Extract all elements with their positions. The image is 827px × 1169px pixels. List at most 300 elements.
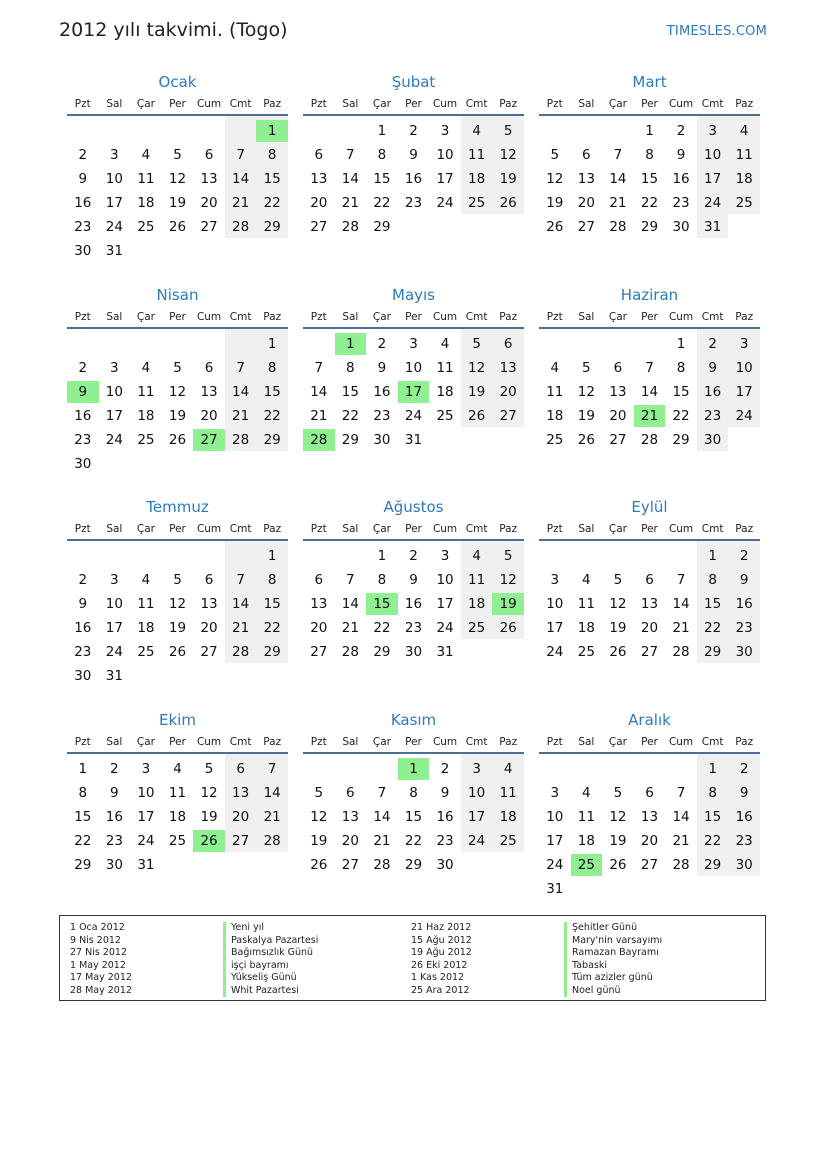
weekday-header: Paz xyxy=(499,311,518,323)
month-name: Temmuz xyxy=(146,498,209,516)
day-cell: 3 xyxy=(472,761,481,777)
weekday-header: Cmt xyxy=(229,311,252,323)
day-cell: 16 xyxy=(704,384,722,400)
weekday-header: Cum xyxy=(196,98,222,110)
day-cell: 19 xyxy=(499,171,517,187)
holiday-legend xyxy=(59,915,766,1001)
month-name: Şubat xyxy=(391,73,436,91)
day-cell: 27 xyxy=(310,644,328,660)
day-cell: 2 xyxy=(409,548,418,564)
day-cell: 15 xyxy=(404,809,423,825)
day-cell: 12 xyxy=(200,785,218,801)
legend-holiday-name: Yeni yıl xyxy=(231,922,264,933)
day-cell: 18 xyxy=(137,408,155,424)
day-cell: 29 xyxy=(263,219,281,235)
day-cell: 22 xyxy=(263,195,281,211)
day-cell: 22 xyxy=(404,833,423,849)
day-cell: 22 xyxy=(263,620,281,636)
day-cell: 26 xyxy=(310,857,328,873)
day-cell: 15 xyxy=(263,596,281,612)
day-cell: 10 xyxy=(436,147,454,163)
day-cell: 24 xyxy=(546,857,564,873)
day-cell: 10 xyxy=(105,171,123,187)
weekday-header: Pzt xyxy=(546,98,563,110)
legend-right-dates xyxy=(411,922,472,997)
day-cell: 2 xyxy=(739,761,749,777)
day-cell: 20 xyxy=(232,809,250,825)
weekday-header: Cmt xyxy=(229,523,252,535)
holiday-day-cell: 15 xyxy=(366,593,398,615)
day-cell: 20 xyxy=(577,195,595,211)
day-cell: 6 xyxy=(204,572,214,588)
day-cell: 7 xyxy=(236,360,245,376)
day-cell: 31 xyxy=(105,243,123,259)
day-cell: 19 xyxy=(577,408,595,424)
day-cell: 30 xyxy=(672,219,690,235)
legend-holiday-name: Bağımsızlık Günü xyxy=(231,947,314,958)
weekday-header: Çar xyxy=(608,523,627,535)
day-cell: 14 xyxy=(640,384,659,400)
day-cell: 24 xyxy=(436,620,454,636)
day-cell: 26 xyxy=(168,644,187,660)
weekday-header: Cum xyxy=(668,523,694,535)
day-cell: 28 xyxy=(232,219,250,235)
day-cell: 16 xyxy=(105,809,123,825)
holiday-day-cell: 1 xyxy=(335,333,367,355)
day-cell: 8 xyxy=(267,572,277,588)
header-rule xyxy=(539,539,760,541)
day-cell: 18 xyxy=(577,620,595,636)
day-cell: 10 xyxy=(735,360,753,376)
day-cell: 16 xyxy=(404,596,423,612)
day-cell: 27 xyxy=(232,833,250,849)
header-rule xyxy=(303,114,524,116)
day-cell: 10 xyxy=(137,785,155,801)
day-cell: 9 xyxy=(110,785,119,801)
weekday-header: Per xyxy=(169,98,186,110)
day-cell: 11 xyxy=(168,785,187,801)
site-link[interactable]: TIMESLES.COM xyxy=(666,24,767,39)
day-cell: 7 xyxy=(377,785,387,801)
weekday-header: Çar xyxy=(608,736,627,748)
weekday-header: Pzt xyxy=(74,523,91,535)
weekday-header: Sal xyxy=(578,98,595,110)
day-cell: 17 xyxy=(105,408,123,424)
day-cell: 14 xyxy=(232,384,250,400)
holiday-day-cell: 9 xyxy=(67,381,99,403)
day-cell: 2 xyxy=(440,761,450,777)
weekday-header: Cum xyxy=(668,98,694,110)
weekday-header: Sal xyxy=(578,523,595,535)
weekday-header: Cmt xyxy=(465,736,488,748)
day-cell: 5 xyxy=(550,147,560,163)
day-cell: 23 xyxy=(735,620,753,636)
weekday-header: Per xyxy=(641,736,658,748)
day-cell: 6 xyxy=(645,572,654,588)
weekday-header: Çar xyxy=(136,311,155,323)
day-cell: 8 xyxy=(377,147,387,163)
weekday-header: Sal xyxy=(106,98,123,110)
day-cell: 5 xyxy=(503,123,513,139)
month-name: Aralık xyxy=(628,711,671,729)
day-cell: 14 xyxy=(232,171,250,187)
day-cell: 27 xyxy=(640,857,659,873)
header-rule xyxy=(67,752,288,754)
day-cell: 12 xyxy=(499,572,517,588)
day-cell: 21 xyxy=(232,620,250,636)
day-cell: 31 xyxy=(436,644,454,660)
weekday-header: Pzt xyxy=(310,736,327,748)
day-cell: 28 xyxy=(232,644,250,660)
day-cell: 11 xyxy=(577,596,595,612)
month-name: Mayıs xyxy=(392,286,435,304)
header-rule xyxy=(67,114,288,116)
day-cell: 30 xyxy=(373,432,391,448)
day-cell: 15 xyxy=(672,384,690,400)
weekday-header: Per xyxy=(641,98,658,110)
day-cell: 18 xyxy=(468,596,486,612)
day-cell: 14 xyxy=(232,596,250,612)
day-cell: 16 xyxy=(735,809,753,825)
day-cell: 8 xyxy=(409,785,418,801)
day-cell: 21 xyxy=(672,833,690,849)
weekday-header: Cum xyxy=(668,736,694,748)
weekday-header: Pzt xyxy=(310,98,327,110)
day-cell: 15 xyxy=(74,809,92,825)
month-name: Kasım xyxy=(390,711,437,729)
legend-right-names xyxy=(564,922,662,997)
day-cell: 11 xyxy=(137,384,155,400)
holiday-day-cell: 17 xyxy=(398,381,430,403)
day-cell: 8 xyxy=(267,360,277,376)
day-cell: 2 xyxy=(409,123,418,139)
weekday-header: Sal xyxy=(578,311,595,323)
weekday-header: Çar xyxy=(136,736,155,748)
weekday-header: Paz xyxy=(263,736,282,748)
legend-date: 9 Nis 2012 xyxy=(70,934,121,946)
weekday-header: Cmt xyxy=(701,736,724,748)
weekday-header: Paz xyxy=(499,98,518,110)
holiday-day-cell: 25 xyxy=(571,854,603,876)
day-cell: 29 xyxy=(404,857,423,873)
weekday-header: Per xyxy=(641,311,658,323)
weekday-header: Cum xyxy=(196,523,222,535)
legend-holiday-name: Şehitler Günü xyxy=(572,922,638,933)
month-name: Ekim xyxy=(159,711,196,729)
holiday-day-cell: 21 xyxy=(634,405,666,427)
weekday-header: Per xyxy=(169,523,186,535)
day-cell: 26 xyxy=(609,857,627,873)
day-cell: 16 xyxy=(74,408,92,424)
day-cell: 25 xyxy=(468,620,486,636)
day-cell: 19 xyxy=(310,833,328,849)
day-cell: 31 xyxy=(546,881,564,897)
weekday-header: Cum xyxy=(668,311,694,323)
day-cell: 2 xyxy=(110,761,119,777)
day-cell: 2 xyxy=(78,147,88,163)
legend-date: 1 Kas 2012 xyxy=(411,972,465,983)
day-cell: 26 xyxy=(499,195,517,211)
day-cell: 8 xyxy=(708,785,717,801)
day-cell: 17 xyxy=(105,620,123,636)
day-cell: 24 xyxy=(546,644,564,660)
day-cell: 4 xyxy=(582,572,591,588)
day-cell: 20 xyxy=(200,195,218,211)
day-cell: 24 xyxy=(436,195,454,211)
legend-date: 26 Eki 2012 xyxy=(411,959,468,971)
day-cell: 9 xyxy=(78,596,88,612)
day-cell: 3 xyxy=(409,336,418,352)
day-cell: 3 xyxy=(141,761,151,777)
day-cell: 20 xyxy=(640,620,659,636)
day-cell: 10 xyxy=(436,572,454,588)
day-cell: 30 xyxy=(74,243,92,259)
day-cell: 30 xyxy=(704,432,722,448)
day-cell: 24 xyxy=(704,195,722,211)
day-cell: 4 xyxy=(550,360,560,376)
weekday-header: Cmt xyxy=(229,98,252,110)
weekday-header: Pzt xyxy=(74,98,91,110)
day-cell: 29 xyxy=(640,219,659,235)
day-cell: 6 xyxy=(204,147,214,163)
day-cell: 29 xyxy=(704,857,722,873)
legend-holiday-name: Noel günü xyxy=(572,984,621,996)
day-cell: 24 xyxy=(404,408,423,424)
day-cell: 12 xyxy=(609,596,627,612)
day-cell: 10 xyxy=(546,596,564,612)
day-cell: 21 xyxy=(373,833,391,849)
day-cell: 20 xyxy=(310,195,328,211)
day-cell: 20 xyxy=(310,620,328,636)
day-cell: 25 xyxy=(499,833,517,849)
day-cell: 19 xyxy=(168,408,187,424)
day-cell: 3 xyxy=(110,147,119,163)
day-cell: 29 xyxy=(263,644,281,660)
legend-left-names xyxy=(223,922,318,997)
day-cell: 13 xyxy=(310,171,328,187)
day-cell: 8 xyxy=(377,572,387,588)
day-cell: 26 xyxy=(168,219,187,235)
day-cell: 31 xyxy=(704,219,722,235)
weekday-header: Paz xyxy=(263,311,282,323)
day-cell: 3 xyxy=(110,360,119,376)
day-cell: 21 xyxy=(341,195,359,211)
day-cell: 10 xyxy=(105,384,123,400)
day-cell: 14 xyxy=(263,785,281,801)
weekday-header: Paz xyxy=(735,736,754,748)
day-cell: 18 xyxy=(499,809,517,825)
day-cell: 21 xyxy=(232,408,250,424)
day-cell: 4 xyxy=(503,761,513,777)
day-cell: 1 xyxy=(377,123,387,139)
day-cell: 9 xyxy=(440,785,450,801)
day-cell: 13 xyxy=(310,596,328,612)
day-cell: 5 xyxy=(173,147,182,163)
day-cell: 17 xyxy=(137,809,155,825)
header-rule xyxy=(539,327,760,329)
day-cell: 16 xyxy=(735,596,753,612)
day-cell: 18 xyxy=(468,171,486,187)
day-cell: 16 xyxy=(74,620,92,636)
day-cell: 6 xyxy=(645,785,654,801)
day-cell: 14 xyxy=(672,809,690,825)
day-cell: 14 xyxy=(609,171,627,187)
day-cell: 10 xyxy=(546,809,564,825)
day-cell: 4 xyxy=(739,123,749,139)
day-cell: 3 xyxy=(440,548,450,564)
day-cell: 14 xyxy=(672,596,690,612)
weekday-header: Pzt xyxy=(546,523,563,535)
day-cell: 31 xyxy=(404,432,423,448)
day-cell: 24 xyxy=(735,408,753,424)
day-cell: 22 xyxy=(263,408,281,424)
day-cell: 13 xyxy=(200,171,218,187)
day-cell: 23 xyxy=(373,408,391,424)
legend-date: 1 May 2012 xyxy=(70,959,126,971)
day-cell: 5 xyxy=(613,785,623,801)
day-cell: 18 xyxy=(436,384,454,400)
legend-left-dates xyxy=(70,922,132,997)
day-cell: 5 xyxy=(582,360,591,376)
day-cell: 26 xyxy=(546,219,564,235)
day-cell: 12 xyxy=(546,171,564,187)
legend-date: 27 Nis 2012 xyxy=(70,947,127,958)
day-cell: 26 xyxy=(468,408,486,424)
day-cell: 31 xyxy=(105,668,123,684)
day-cell: 16 xyxy=(373,384,391,400)
day-cell: 4 xyxy=(582,785,591,801)
day-cell: 29 xyxy=(74,857,92,873)
day-cell: 1 xyxy=(676,336,686,352)
day-cell: 27 xyxy=(200,219,218,235)
day-cell: 28 xyxy=(373,857,391,873)
day-cell: 19 xyxy=(468,384,486,400)
day-cell: 9 xyxy=(739,572,749,588)
day-cell: 11 xyxy=(137,596,155,612)
day-cell: 1 xyxy=(708,761,717,777)
day-cell: 27 xyxy=(310,219,328,235)
day-cell: 26 xyxy=(499,620,517,636)
weekday-header: Çar xyxy=(608,311,627,323)
day-cell: 8 xyxy=(78,785,88,801)
day-cell: 4 xyxy=(141,572,151,588)
legend-holiday-name: Ramazan Bayramı xyxy=(572,947,659,958)
day-cell: 4 xyxy=(173,761,182,777)
day-cell: 20 xyxy=(609,408,627,424)
weekday-header: Per xyxy=(405,98,422,110)
day-cell: 6 xyxy=(314,147,324,163)
day-cell: 7 xyxy=(613,147,623,163)
day-cell: 12 xyxy=(168,596,187,612)
day-cell: 7 xyxy=(346,147,355,163)
weekday-header: Per xyxy=(169,311,186,323)
day-cell: 12 xyxy=(310,809,328,825)
day-cell: 30 xyxy=(74,456,92,472)
weekday-header: Sal xyxy=(106,311,123,323)
weekday-header: Pzt xyxy=(310,523,327,535)
legend-holiday-name: Paskalya Pazartesi xyxy=(231,934,319,946)
day-cell: 7 xyxy=(676,572,686,588)
day-cell: 11 xyxy=(577,809,595,825)
day-cell: 30 xyxy=(735,644,753,660)
day-cell: 13 xyxy=(200,384,218,400)
day-cell: 27 xyxy=(640,644,659,660)
day-cell: 18 xyxy=(168,809,187,825)
day-cell: 18 xyxy=(546,408,564,424)
day-cell: 30 xyxy=(436,857,454,873)
day-cell: 4 xyxy=(141,360,151,376)
day-cell: 4 xyxy=(472,548,481,564)
day-cell: 9 xyxy=(676,147,686,163)
header-rule xyxy=(67,327,288,329)
day-cell: 25 xyxy=(546,432,564,448)
day-cell: 8 xyxy=(708,572,717,588)
day-cell: 29 xyxy=(341,432,359,448)
day-cell: 28 xyxy=(672,857,690,873)
day-cell: 5 xyxy=(613,572,623,588)
day-cell: 13 xyxy=(341,809,359,825)
day-cell: 10 xyxy=(404,360,423,376)
weekday-header: Cmt xyxy=(465,523,488,535)
day-cell: 16 xyxy=(436,809,454,825)
day-cell: 27 xyxy=(499,408,517,424)
day-cell: 6 xyxy=(236,761,245,777)
day-cell: 6 xyxy=(346,785,355,801)
day-cell: 1 xyxy=(708,548,717,564)
day-cell: 7 xyxy=(267,761,277,777)
day-cell: 24 xyxy=(105,644,123,660)
day-cell: 26 xyxy=(609,644,627,660)
day-cell: 15 xyxy=(373,171,391,187)
month-name: Eylül xyxy=(631,498,668,516)
day-cell: 30 xyxy=(404,644,423,660)
day-cell: 29 xyxy=(263,432,281,448)
weekday-header: Pzt xyxy=(74,736,91,748)
day-cell: 27 xyxy=(577,219,595,235)
month-name: Haziran xyxy=(620,286,679,304)
day-cell: 13 xyxy=(577,171,595,187)
weekday-header: Cmt xyxy=(229,736,252,748)
legend-holiday-name: Mary'nin varsayımı xyxy=(572,934,663,946)
day-cell: 19 xyxy=(168,195,187,211)
day-cell: 11 xyxy=(468,572,486,588)
day-cell: 12 xyxy=(168,384,187,400)
day-cell: 7 xyxy=(676,785,686,801)
day-cell: 17 xyxy=(735,384,753,400)
day-cell: 2 xyxy=(78,360,88,376)
day-cell: 5 xyxy=(173,572,182,588)
weekday-header: Çar xyxy=(136,523,155,535)
weekday-header: Cum xyxy=(196,736,222,748)
page-title: 2012 yılı takvimi. (Togo) xyxy=(59,19,288,41)
day-cell: 3 xyxy=(550,572,560,588)
day-cell: 21 xyxy=(609,195,627,211)
day-cell: 29 xyxy=(373,644,391,660)
day-cell: 21 xyxy=(310,408,328,424)
day-cell: 17 xyxy=(436,596,454,612)
day-cell: 27 xyxy=(341,857,359,873)
day-cell: 17 xyxy=(546,833,564,849)
day-cell: 6 xyxy=(503,336,513,352)
weekday-header: Çar xyxy=(372,523,391,535)
day-cell: 17 xyxy=(546,620,564,636)
weekday-header: Cmt xyxy=(701,311,724,323)
day-cell: 31 xyxy=(137,857,155,873)
holiday-day-cell: 27 xyxy=(193,429,225,451)
day-cell: 1 xyxy=(267,336,277,352)
day-cell: 8 xyxy=(645,147,654,163)
legend-date: 21 Haz 2012 xyxy=(411,922,472,933)
